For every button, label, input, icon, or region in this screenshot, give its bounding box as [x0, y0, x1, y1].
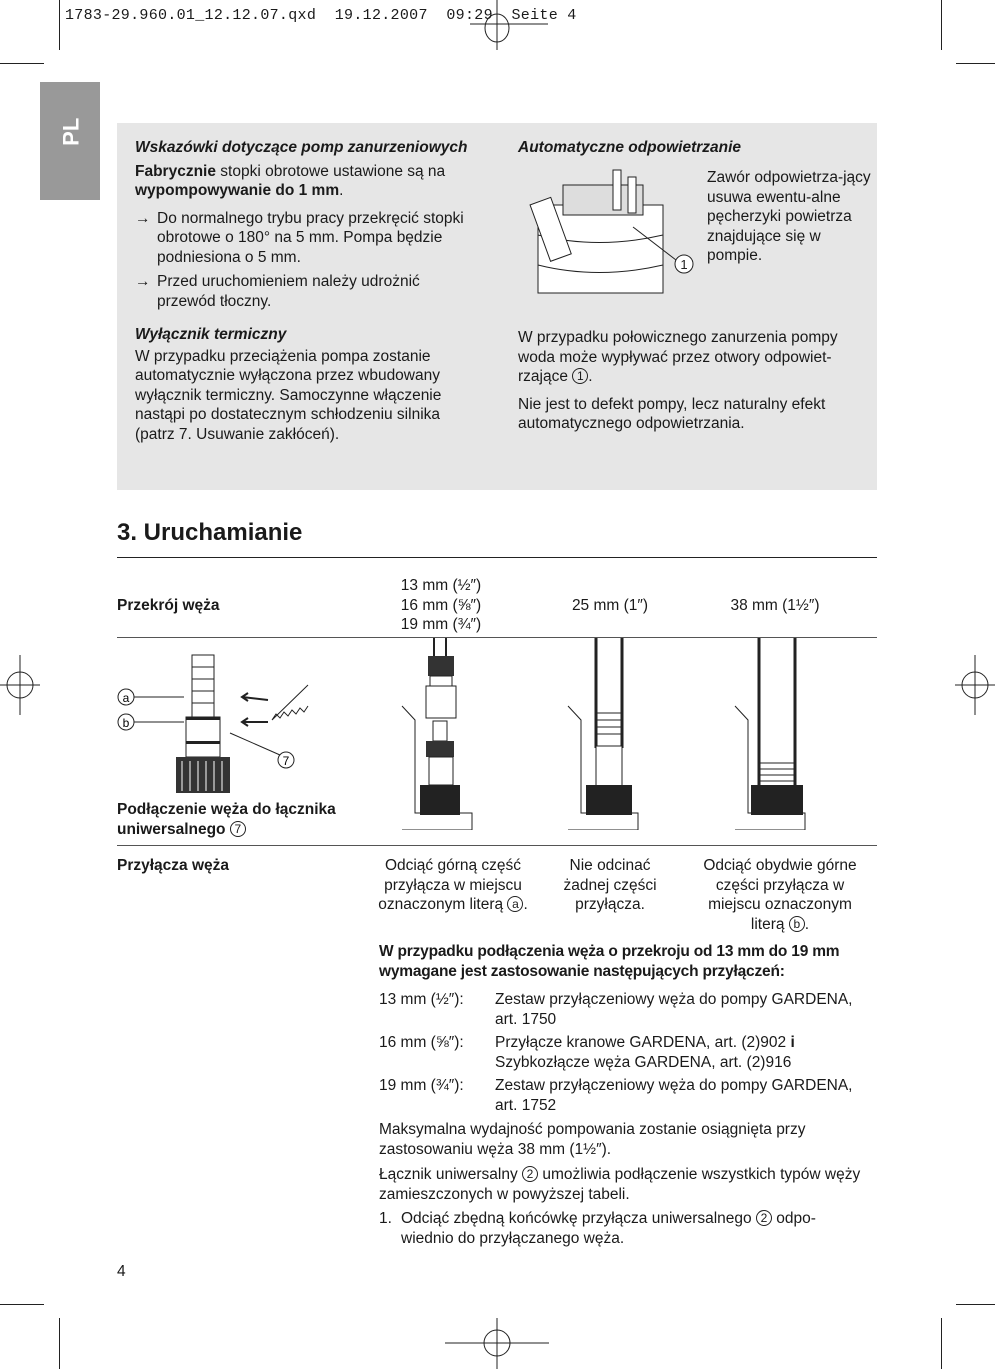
venting-body [518, 328, 863, 439]
arrow-icon: → [135, 273, 151, 290]
crop-mark [956, 1304, 995, 1305]
sizes-col1 [380, 576, 502, 635]
col3-instruction: Odciąć obydwie górne części przyłącza w miejscu oznaczonym literą b . [703, 857, 857, 933]
fitting-size: 19 mm (¾″): [379, 1077, 464, 1094]
hose-size-label: Przekrój węża [117, 597, 220, 614]
submersible-tips [135, 138, 480, 449]
label-a: a [122, 691, 130, 705]
venting-figure-text: Zawór odpowietrza-jący usuwa ewentu-alne pęcherzyki powietrza znajdujące się w pompie. [707, 169, 871, 264]
thermal-text: W przypadku przeciążenia pompa zostanie automatycznie wyłączona przez wbudowany wyłącznik termiczny. Samoczynne włączenie nastąpi po dostatecznym schłodzeniu silnika (patrz 7. Usuwanie zakłóceń). [135, 347, 442, 443]
para1-end: . [588, 368, 593, 385]
intro-end: . [339, 182, 344, 199]
section-title: 3. Uruchamianie [117, 519, 303, 546]
universal-connector-illustration [110, 645, 350, 795]
fitting-size: 16 mm (⅝″): [379, 1034, 464, 1051]
universal-connector-text [379, 1165, 869, 1204]
intro-bold: Fabrycznie [135, 162, 216, 180]
bullet-item [135, 209, 480, 268]
ref-a: a [507, 896, 523, 912]
fitting-desc-text: Przyłącze kranowe GARDENA, art. (2)902 [495, 1034, 791, 1051]
step-text1: Odciąć zbędną końcówkę przyłącza uniwersalnego [401, 1210, 756, 1227]
ref-b: b [789, 916, 805, 932]
table-rule [117, 845, 877, 846]
universal-text1: Łącznik uniwersalny [379, 1166, 523, 1183]
ref-7: 7 [230, 821, 246, 837]
col1-instruction: Odciąć górną część przyłącza w miejscu oznaczonym literą a . [378, 857, 528, 913]
callout-1: 1 [680, 257, 688, 272]
label-b: b [122, 716, 130, 730]
col2-instruction: Nie odcinać żadnej części przyłącza. [563, 857, 657, 913]
fittings-bold-note: W przypadku podłączenia węża o przekroju od 13 mm do 19 mm wymagane jest zastosowanie następujących przyłączeń: [379, 943, 840, 980]
registration-mark-bottom [445, 1318, 555, 1369]
fitting-desc: Zestaw przyłączeniowy węża do pompy GARDENA, art. 1752 [495, 1077, 853, 1114]
bullet-text: Przed uruchomieniem należy udrożnić przewód tłoczny. [157, 273, 420, 310]
fitting-desc: Zestaw przyłączeniowy węża do pompy GARDENA, art. 1750 [495, 991, 853, 1028]
pump-illustration [518, 165, 698, 295]
print-date: 19.12.2007 [334, 7, 428, 24]
fittings-notes [379, 942, 879, 1253]
connector-caption [117, 800, 377, 839]
ref-1: 1 [572, 368, 588, 384]
size-col2: 25 mm (1″) [571, 597, 649, 614]
hose-25-illustration [566, 638, 646, 830]
max-output-text: Maksymalna wydajność pompowania zostanie osiągnięta przy zastosowaniu węża 38 mm (1½″). [379, 1121, 806, 1158]
para1-text: W przypadku połowicznego zanurzenia pompy woda może wypływać przez otwory odpowiet-rzające [518, 329, 838, 385]
fitting-size: 13 mm (½″): [379, 991, 464, 1008]
step-1 [379, 1209, 859, 1248]
crop-mark [956, 63, 995, 64]
crop-mark [0, 63, 44, 64]
size: 16 mm (⅝″) [400, 596, 482, 614]
hose-fittings-label: Przyłącza węża [117, 857, 230, 874]
hose-13-19-illustration [400, 638, 480, 830]
page-number: 4 [117, 1263, 126, 1280]
arrow-icon: → [135, 209, 151, 227]
crop-mark [0, 1304, 44, 1305]
fitting-row [379, 1033, 879, 1072]
print-filename: 1783-29.960.01_12.12.07.qxd [65, 7, 317, 24]
crop-mark [941, 1318, 942, 1369]
col3-text: Odciąć obydwie górne części przyłącza w miejscu oznaczonym literą [703, 857, 857, 933]
auto-venting [518, 138, 863, 158]
intro-bold2: wypompowywanie do 1 mm [135, 182, 340, 199]
ref-2: 2 [522, 1166, 538, 1182]
step-text2: odpo-wiednio do przyłączanego węża. [401, 1210, 816, 1247]
registration-mark-right [955, 655, 995, 715]
intro-text: stopki obrotowe ustawione są na [215, 162, 446, 180]
size: 13 mm (½″) [400, 577, 482, 594]
hose-38-illustration [733, 638, 813, 830]
title-rule [117, 557, 877, 558]
tips-intro [135, 162, 480, 201]
size-col3: 38 mm (1½″) [730, 597, 820, 614]
col1-text: Odciąć górną część przyłącza w miejscu oznaczonym literą [378, 857, 522, 913]
language-code: PL [58, 117, 84, 146]
language-tab [40, 82, 100, 200]
fitting-desc2: Szybkozłącze węża GARDENA, art. (2)916 [495, 1053, 792, 1071]
print-page-label: Seite 4 [511, 7, 577, 24]
print-time: 09:29 [446, 7, 493, 24]
fitting-and: i [790, 1034, 795, 1051]
ref-2: 2 [756, 1210, 772, 1226]
venting-title: Automatyczne odpowietrzanie [518, 139, 742, 156]
bullet-text: Do normalnego trybu pracy przekręcić stopki obrotowe o 180° na 5 mm. Pompa będzie podniesiona o 5 mm. [157, 209, 464, 266]
label-7: 7 [282, 754, 290, 768]
venting-para2: Nie jest to defekt pompy, lecz naturalny efekt automatycznego odpowietrzania. [518, 395, 826, 432]
crop-mark [59, 1318, 60, 1369]
caption-text: Podłączenie węża do łącznika uniwersalnego [117, 801, 336, 838]
crop-mark [59, 0, 60, 50]
size: 19 mm (¾″) [400, 616, 482, 633]
bullet-item [135, 272, 480, 311]
thermal-title: Wyłącznik termiczny [135, 326, 287, 343]
venting-para1 [518, 328, 863, 387]
tips-title: Wskazówki dotyczące pomp zanurzeniowych [135, 139, 468, 156]
step-number: 1. [379, 1210, 392, 1227]
registration-mark-left [0, 655, 40, 715]
fitting-row [379, 990, 879, 1029]
crop-mark [941, 0, 942, 50]
universal-text2: umożliwia podłączenie wszystkich typów węży zamieszczonych w powyższej tabeli. [379, 1166, 861, 1203]
fitting-row [379, 1076, 879, 1115]
print-header [65, 6, 577, 26]
fitting-desc [495, 1033, 879, 1072]
